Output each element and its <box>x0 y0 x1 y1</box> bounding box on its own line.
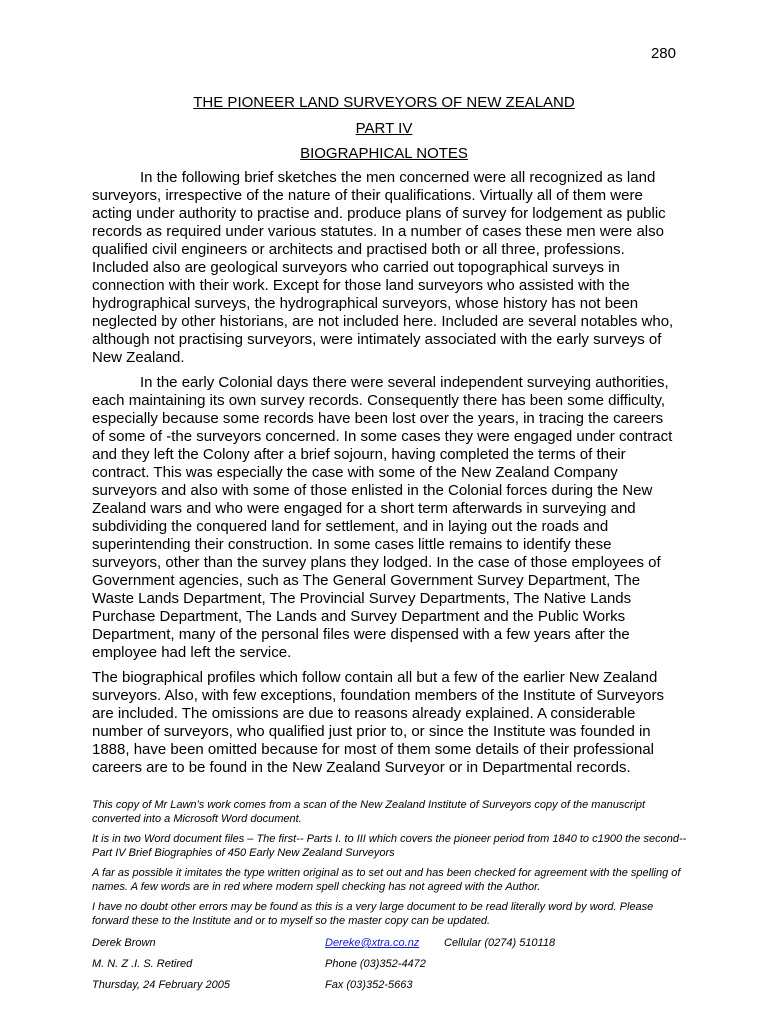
cellular-number: Cellular (0274) 510118 <box>444 937 556 949</box>
part-heading: PART IV <box>355 120 413 137</box>
email-link[interactable]: Dereke@xtra.co.nz <box>325 937 420 949</box>
signature-title: M. N. Z .I. S. Retired <box>92 958 193 970</box>
paragraph-2: In the early Colonial days there were several independent surveying authorities, each maintaining its own survey records. Consequently there has been some difficulty, especially because some records have been lost over the years, in tracing the careers of some of -the surveyors concerned. In some cases they were engaged under contract and they left the Colony after a brief sojourn, having completed the terms of their contract. This was especially the case with some of the New Zealand Company surveyors and also with some of those enlisted in the Colonial forces during the New Zealand wars and who were engaged for a short term afterwards in surveying and subdividing the conquered land for settlement, and in laying out the roads and superintending their construction. In some cases little remains to identify these surveyors, other than the survey plans they lodged. In the case of those employees of Government agencies, such as The General Government Survey Department, The Waste Lands Department, The Provincial Survey Departments, The Native Lands Purchase Department, The Lands and Survey Department and the Public Works Department, many of the personal files were dispensed with a few years after the employee had left the service. <box>92 374 673 661</box>
body-text <box>92 169 676 784</box>
document-title: THE PIONEER LAND SURVEYORS OF NEW ZEALAND <box>193 94 575 111</box>
note-2: It is in two Word document files – The first-- Parts I. to III which covers the pioneer period from 1840 to c1900 the second-- Part IV Brief Biographies of 450 Early New Zealand Surveyors <box>92 833 687 859</box>
paragraph-1: In the following brief sketches the men concerned were all recognized as land surveyors, irrespective of the nature of their qualifications. Virtually all of them were acting under authority to practise and. produce plans of survey for lodgement as public records as required under various statutes. In a number of cases these men were also qualified civil engineers or architects and practised both or all three, professions. Included also are geological surveyors who carried out topographical surveys in connection with their work. Except for those land surveyors who assisted with the hydrographical surveys, the hydrographical surveyors, whose history has not been neglected by other historians, are not included here. Included are several notables who, although not practising surveyors, were intimately associated with the early surveys of New Zealand. <box>92 169 674 366</box>
phone-number: Phone (03)352-4472 <box>325 958 426 970</box>
signature-name: Derek Brown <box>92 937 156 949</box>
editor-notes <box>92 798 692 934</box>
page-number: 280 <box>650 45 676 62</box>
fax-number: Fax (03)352-5663 <box>325 979 413 991</box>
note-3: A far as possible it imitates the type written original as to set out and has been checked for agreement with the spelling of names. A few words are in red where modern spell checking has not agreed with the Author. <box>92 867 681 893</box>
note-4: I have no doubt other errors may be found as this is a very large document to be read literally word by word. Please forward these to the Institute and or to myself so the master copy can be updated. <box>92 901 654 927</box>
section-heading: BIOGRAPHICAL NOTES <box>300 145 468 162</box>
signature-date: Thursday, 24 February 2005 <box>92 979 230 991</box>
paragraph-3: The biographical profiles which follow contain all but a few of the earlier New Zealand surveyors. Also, with few exceptions, foundation members of the Institute of Surveyors are included. The omissions are due to reasons already explained. A considerable number of surveyors, who qualified just prior to, or since the Institute was founded in 1888, have been omitted because for most of them some details of their professional careers are to be found in the New Zealand Surveyor or in Departmental records. <box>92 669 664 776</box>
note-1: This copy of Mr Lawn’s work comes from a scan of the New Zealand Institute of Surveyors copy of the manuscript converted into a Microsoft Word document. <box>92 799 646 825</box>
